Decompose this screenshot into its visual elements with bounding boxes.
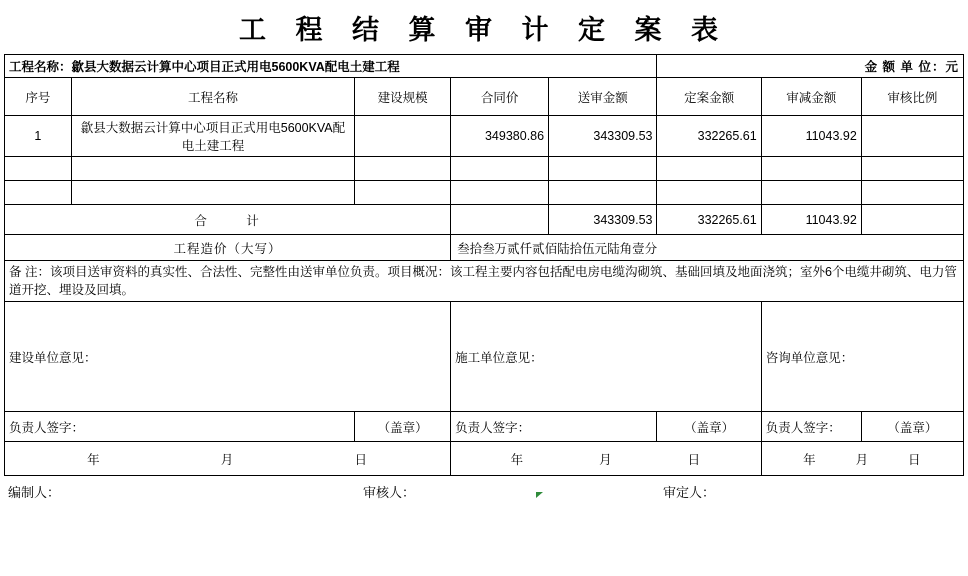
col-audit-ratio: 审核比例 [861,78,963,116]
header-info-row [5,55,964,78]
opinion-consulting-unit[interactable]: 咨询单位意见： [761,302,963,412]
cell-project-name: 歙县大数据云计算中心项目正式用电5600KVA配电土建工程 [71,116,355,157]
table-row [5,157,964,181]
cell-final-amount [657,181,761,205]
col-final-amount: 定案金额 [657,78,761,116]
cell-no [5,181,72,205]
cell-submitted-amount: 343309.53 [549,116,657,157]
sign-label-contractor: 负责人签字： [451,412,657,442]
cell-submitted-amount [549,157,657,181]
cell-no [5,157,72,181]
date-year: 年 [510,452,525,467]
cell-final-amount: 332265.61 [657,116,761,157]
seal-consulting: （盖章） [861,412,963,442]
signature-row [5,412,964,442]
col-submitted-amount: 送审金额 [549,78,657,116]
opinion-row [5,302,964,412]
cell-scale [355,157,451,181]
footer-approver: 审定人： [663,485,716,501]
col-no: 序号 [5,78,72,116]
cell-scale [355,116,451,157]
column-header-row [5,78,964,116]
green-cursor-marker [536,492,543,498]
opinion-contractor-unit[interactable]: 施工单位意见： [451,302,762,412]
total-reduced-amount: 11043.92 [761,205,861,235]
date-month: 月 [855,452,870,467]
col-scale: 建设规模 [355,78,451,116]
footer-compiler: 编制人： [8,485,61,501]
cell-project-name [71,181,355,205]
date-year: 年 [87,452,101,467]
audit-table [4,54,964,476]
seal-contractor: （盖章） [657,412,761,442]
cell-submitted-amount [549,181,657,205]
cell-scale [355,181,451,205]
cell-reduced-amount: 11043.92 [761,116,861,157]
cell-final-amount [657,157,761,181]
col-project-name: 工程名称 [71,78,355,116]
date-day: 日 [354,452,369,467]
footer-signatures [4,476,964,501]
date-month: 月 [220,452,235,467]
date-construction [5,442,451,476]
col-contract-price: 合同价 [451,78,549,116]
total-submitted-amount: 343309.53 [549,205,657,235]
date-contractor [451,442,762,476]
cell-reduced-amount [761,181,861,205]
cell-audit-ratio [861,181,963,205]
date-day: 日 [687,452,702,467]
table-row [5,181,964,205]
page-title: 工 程 结 算 审 计 定 案 表 [238,15,729,45]
col-reduced-amount: 审减金额 [761,78,861,116]
capital-amount-value: 叁拾叁万贰仟贰佰陆拾伍元陆角壹分 [451,235,964,261]
total-row [5,205,964,235]
total-contract-price [451,205,549,235]
total-label: 合 计 [5,205,451,235]
project-name-label: 工程名称：歙县大数据云计算中心项目正式用电5600KVA配电土建工程 [5,55,657,78]
cell-contract-price [451,181,549,205]
sign-label-construction: 负责人签字： [5,412,355,442]
date-row [5,442,964,476]
capital-amount-label: 工程造价（大写） [5,235,451,261]
cell-project-name [71,157,355,181]
total-final-amount: 332265.61 [657,205,761,235]
date-year: 年 [803,452,817,467]
date-day: 日 [908,452,922,467]
table-row [5,116,964,157]
cell-audit-ratio [861,116,963,157]
date-month: 月 [599,452,613,467]
note-row [5,261,964,302]
opinion-construction-unit[interactable]: 建设单位意见： [5,302,451,412]
cell-audit-ratio [861,157,963,181]
cell-no: 1 [5,116,72,157]
sign-label-consulting: 负责人签字： [761,412,861,442]
seal-construction: （盖章） [355,412,451,442]
date-consulting [761,442,963,476]
total-audit-ratio [861,205,963,235]
note-text: 备 注：该项目送审资料的真实性、合法性、完整性由送审单位负责。项目概况：该工程主要内容包括配电房电缆沟砌筑、基础回填及地面浇筑；室外6个电缆井砌筑、电力管道开挖、埋设及回填。 [5,261,964,302]
footer-reviewer: 审核人： [363,485,416,501]
cell-contract-price [451,157,549,181]
cell-reduced-amount [761,157,861,181]
cell-contract-price: 349380.86 [451,116,549,157]
capital-amount-row [5,235,964,261]
amount-unit-label: 金 额 单 位：元 [657,55,964,78]
